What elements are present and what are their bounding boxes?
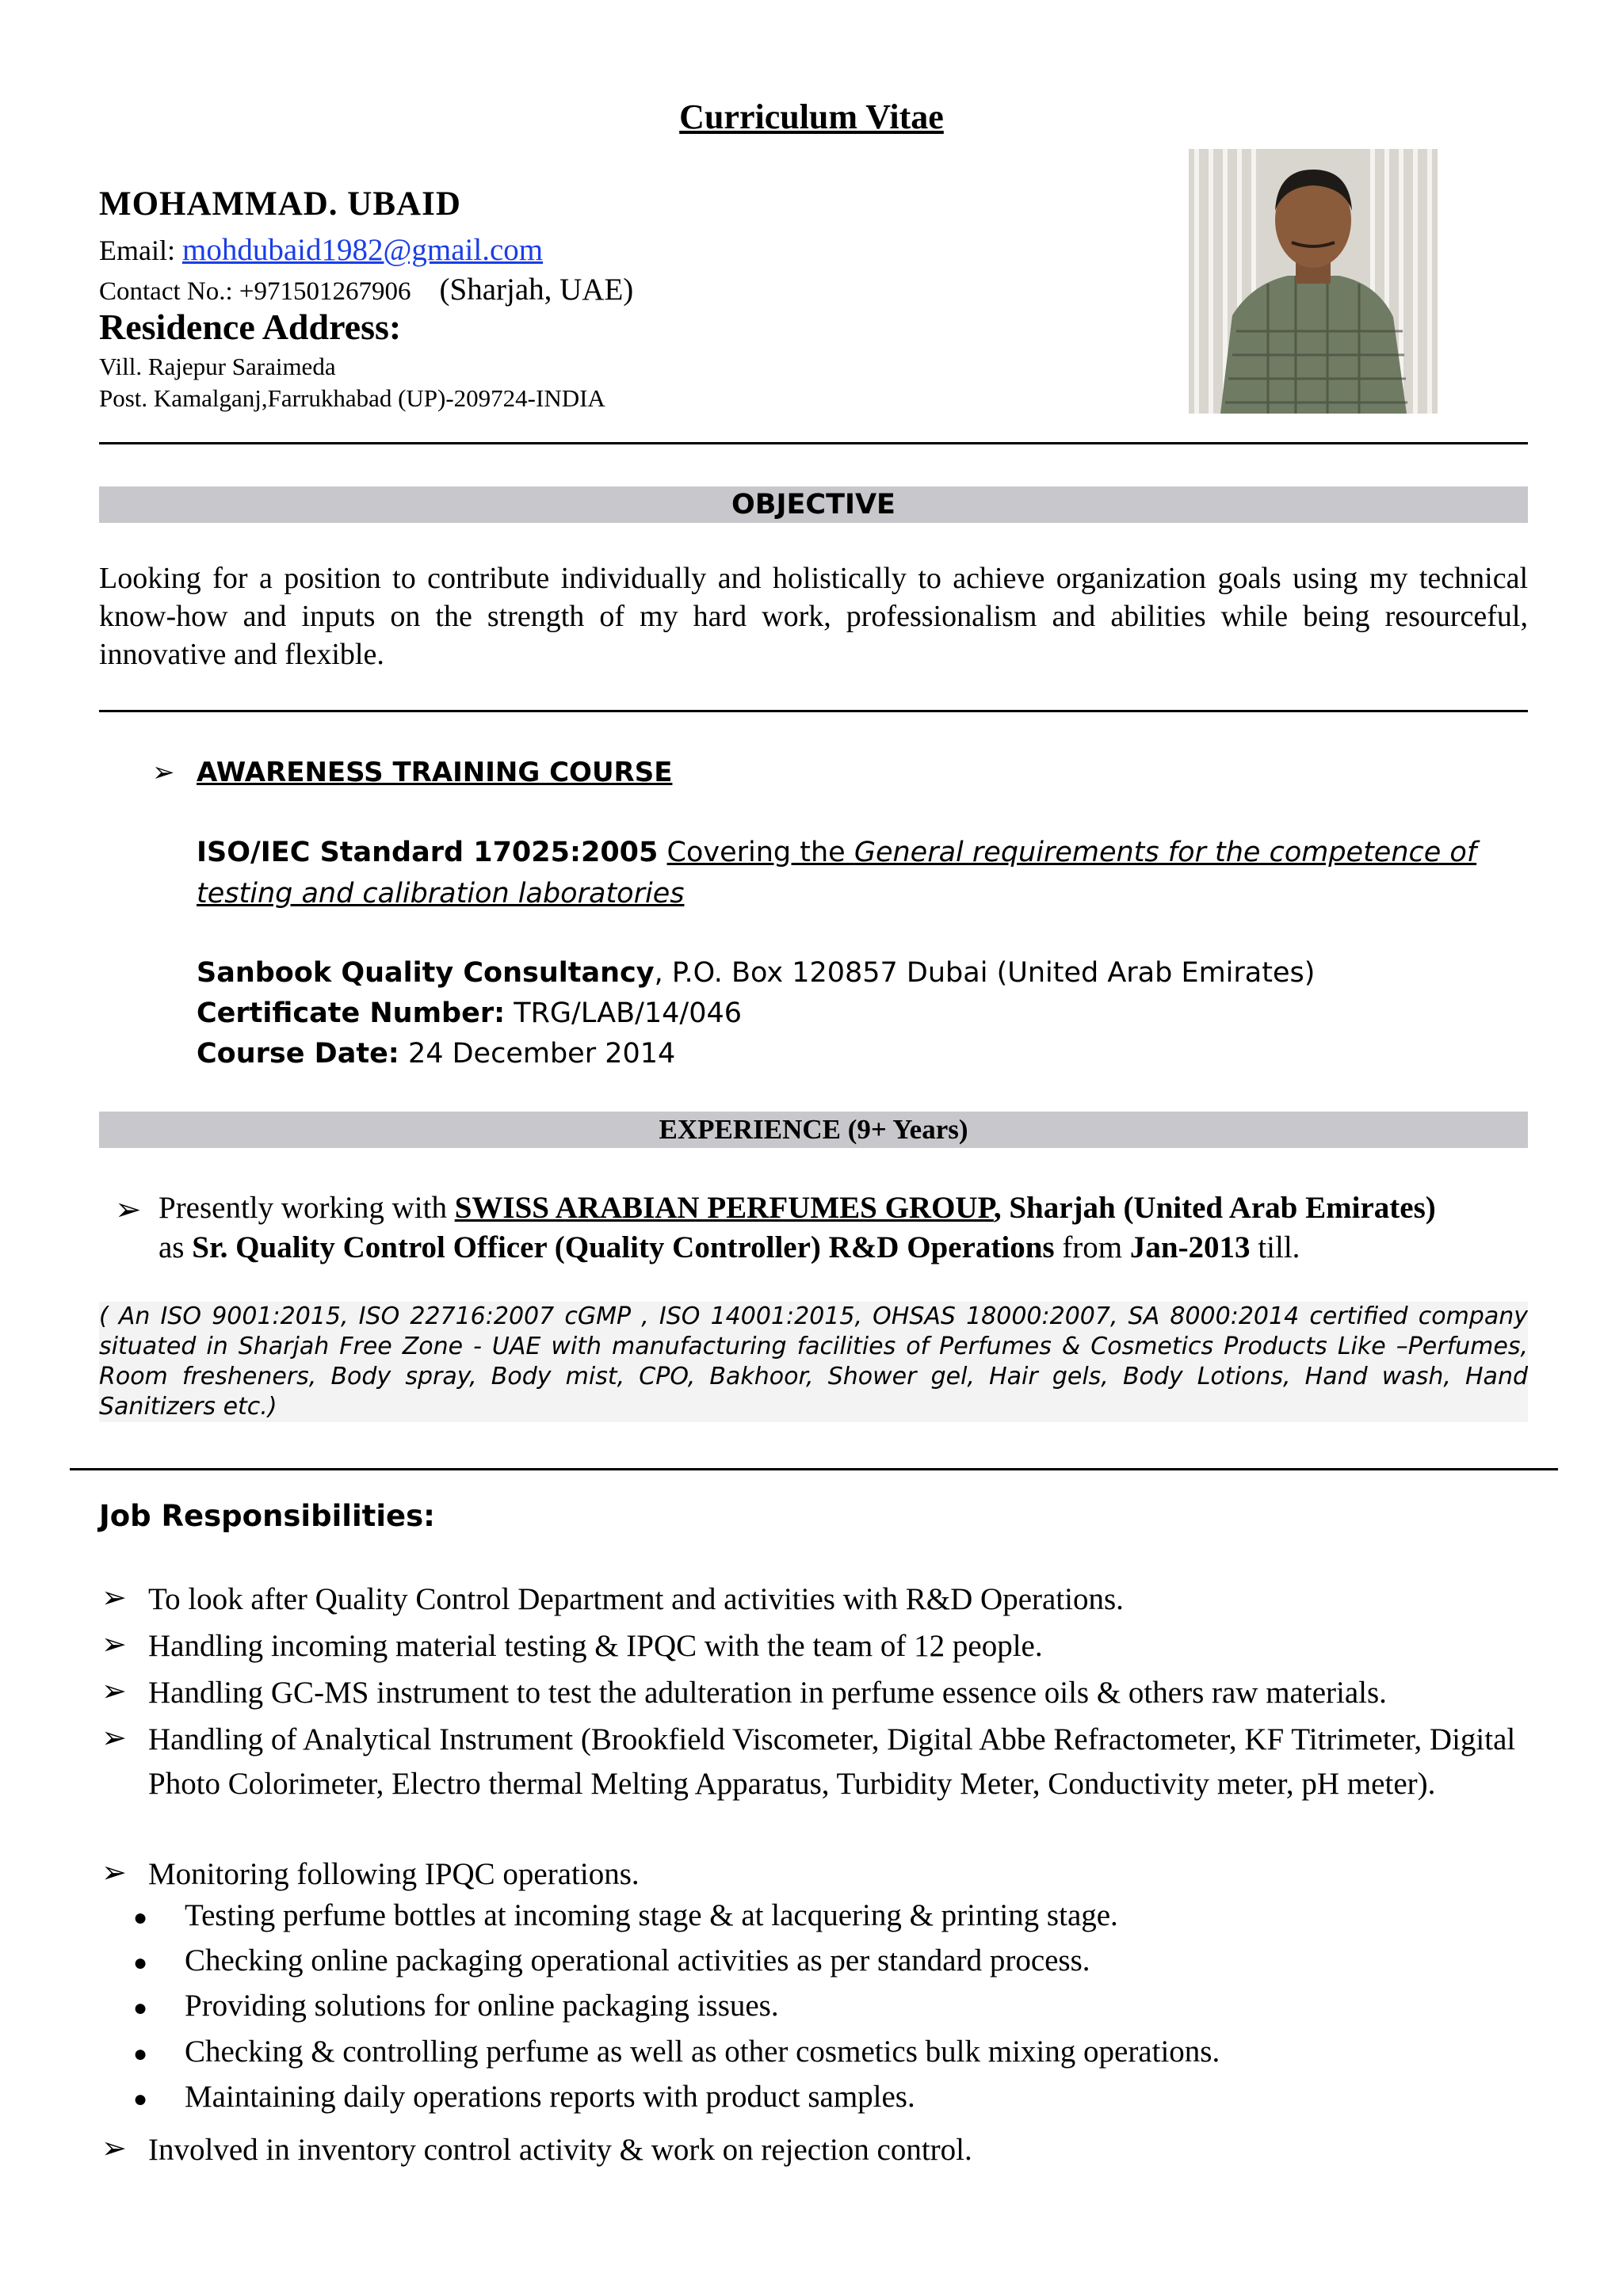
arrow-bullet-icon: ➢ bbox=[101, 2132, 127, 2165]
arrow-bullet-icon: ➢ bbox=[101, 1628, 127, 1661]
training-standard-name: ISO/IEC Standard 17025:2005 bbox=[197, 837, 659, 868]
experience-heading: EXPERIENCE (9+ Years) bbox=[99, 1112, 1528, 1148]
email-line bbox=[99, 232, 543, 268]
divider bbox=[99, 710, 1528, 712]
experience-summary bbox=[158, 1188, 1529, 1268]
experience-as: as bbox=[158, 1230, 193, 1264]
training-standard-covering: Covering the bbox=[666, 837, 854, 868]
ipqc-item: Testing perfume bottles at incoming stage & at lacquering & printing stage. bbox=[185, 1898, 1118, 1932]
responsibilities-heading: Job Responsibilities: bbox=[99, 1499, 435, 1533]
responsibility-item: Handling of Analytical Instrument (Brookfield Viscometer, Digital Abbe Refractometer, KF Titrimeter, Digital Photo Colorimeter, Electro thermal Melting Apparatus, Turbidity Meter, Conductivity meter, pH meter). bbox=[148, 1722, 1516, 1801]
profile-photo bbox=[1189, 149, 1438, 414]
bullet-icon: ● bbox=[133, 1950, 148, 1976]
arrow-bullet-icon: ➢ bbox=[115, 1192, 142, 1227]
training-standard-description: General requirements for the competence of testing and calibration laboratories bbox=[197, 837, 1477, 910]
company-certifications-note: ( An ISO 9001:2015, ISO 22716:2007 cGMP , ISO 14001:2015, OHSAS 18000:2007, SA 8000:2014 certified company situated in Sharjah Free Zone - UAE with manufacturing facilities of Perfumes & Cosmetics Products Like –Perfumes, Room fresheners, Body spray, Body mist, CPO, Bakhoor, Shower gel, Hair gels, Body Lotions, Hand wash, Hand Sanitizers etc.) bbox=[99, 1302, 1528, 1421]
responsibility-item: Handling GC-MS instrument to test the adulteration in perfume essence oils & others raw materials. bbox=[148, 1676, 1387, 1710]
contact-line bbox=[99, 272, 633, 307]
bullet-icon: ● bbox=[133, 2041, 148, 2067]
arrow-bullet-icon: ➢ bbox=[152, 758, 175, 788]
arrow-bullet-icon: ➢ bbox=[101, 1722, 127, 1755]
objective-heading: OBJECTIVE bbox=[99, 486, 1528, 523]
job-role: Sr. Quality Control Officer (Quality Controller) R&D Operations bbox=[192, 1230, 1055, 1264]
ipqc-item: Checking online packaging operational activities as per standard process. bbox=[185, 1943, 1090, 1978]
responsibility-item: Involved in inventory control activity & work on rejection control. bbox=[148, 2133, 972, 2167]
bullet-icon: ● bbox=[133, 1905, 148, 1931]
training-consultancy bbox=[197, 953, 1315, 994]
responsibility-item: Monitoring following IPQC operations. bbox=[148, 1857, 640, 1891]
email-label: Email: bbox=[99, 235, 182, 266]
arrow-bullet-icon: ➢ bbox=[101, 1581, 127, 1615]
experience-line-1 bbox=[158, 1188, 1529, 1228]
start-date: Jan-2013 bbox=[1129, 1230, 1251, 1264]
responsibility-item: To look after Quality Control Department and activities with R&D Operations. bbox=[148, 1582, 1124, 1616]
arrow-bullet-icon: ➢ bbox=[101, 1675, 127, 1708]
company-location: , Sharjah (United Arab Emirates) bbox=[993, 1191, 1436, 1225]
ipqc-item: Checking & controlling perfume as well as other cosmetics bulk mixing operations. bbox=[185, 2035, 1220, 2069]
training-heading: AWARENESS TRAINING COURSE bbox=[197, 757, 673, 788]
consultancy-address: , P.O. Box 120857 Dubai (United Arab Emirates) bbox=[654, 957, 1316, 989]
experience-from: from bbox=[1054, 1230, 1130, 1264]
certificate-label: Certificate Number: bbox=[197, 997, 506, 1029]
training-date bbox=[197, 1034, 1315, 1074]
bullet-icon: ● bbox=[133, 2086, 148, 2112]
responsibility-item: Handling incoming material testing & IPQC with the team of 12 people. bbox=[148, 1629, 1043, 1663]
ipqc-item: Providing solutions for online packaging issues. bbox=[185, 1989, 779, 2023]
training-details bbox=[197, 953, 1315, 1074]
profile-photo-graphic bbox=[1189, 149, 1438, 414]
certificate-value: TRG/LAB/14/046 bbox=[505, 997, 743, 1029]
consultancy-name: Sanbook Quality Consultancy bbox=[197, 957, 655, 989]
ipqc-item: Maintaining daily operations reports with product samples. bbox=[185, 2080, 915, 2114]
course-date-value: 24 December 2014 bbox=[399, 1038, 676, 1070]
residence-heading: Residence Address: bbox=[99, 307, 402, 347]
divider bbox=[70, 1468, 1558, 1470]
document-title: Curriculum Vitae bbox=[679, 97, 944, 136]
experience-intro: Presently working with bbox=[158, 1191, 455, 1225]
training-standard bbox=[197, 832, 1496, 914]
contact-location: (Sharjah, UAE) bbox=[439, 273, 634, 307]
training-certificate bbox=[197, 994, 1315, 1034]
bullet-icon: ● bbox=[133, 1995, 148, 2021]
objective-text: Looking for a position to contribute individually and holistically to achieve organization goals using my technical know-how and inputs on the strength of my hard work, professionalism and abilities while being resourceful, innovative and flexible. bbox=[99, 562, 1528, 671]
email-link[interactable]: mohdubaid1982@gmail.com bbox=[181, 233, 544, 267]
address-line-2: Post. Kamalganj,Farrukhabad (UP)-209724-INDIA bbox=[99, 384, 605, 412]
experience-till: till. bbox=[1250, 1230, 1300, 1264]
course-date-label: Course Date: bbox=[197, 1038, 399, 1070]
divider bbox=[99, 442, 1528, 444]
contact-number: Contact No.: +971501267906 bbox=[99, 277, 411, 306]
address-line-1: Vill. Rajepur Saraimeda bbox=[99, 353, 336, 380]
arrow-bullet-icon: ➢ bbox=[101, 1856, 127, 1890]
company-name: SWISS ARABIAN PERFUMES GROUP bbox=[454, 1191, 994, 1225]
candidate-name: MOHAMMAD. UBAID bbox=[99, 185, 461, 223]
experience-line-2 bbox=[158, 1228, 1529, 1268]
